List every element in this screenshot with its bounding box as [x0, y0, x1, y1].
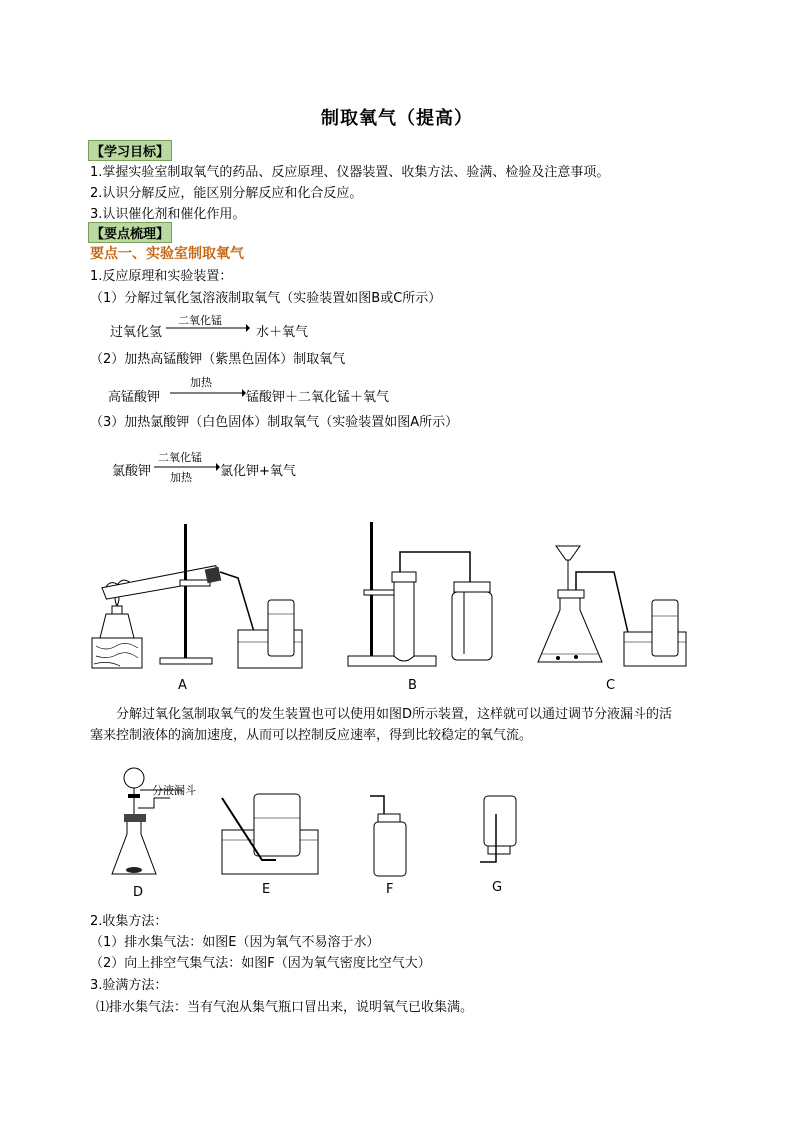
- subheading-collection: 2.收集方法：: [90, 914, 168, 929]
- figure-label-g: G: [492, 880, 503, 895]
- figure-label-c: C: [606, 678, 616, 693]
- method-3: （3）加热氯酸钾（白色固体）制取氧气（实验装置如图A所示）: [90, 415, 459, 430]
- objective-item-1: 1.掌握实验室制取氧气的药品、反应原理、仪器装置、收集方法、验满、检验及注意事项。: [90, 165, 610, 180]
- apparatus-f-diagram: [360, 790, 420, 880]
- collect-method-1: （1）排水集气法：如图E（因为氧气不易溶于水）: [90, 935, 380, 950]
- figure-label-f: F: [386, 882, 394, 897]
- check-method-1: ⑴排水集气法：当有气泡从集气瓶口冒出来，说明氧气已收集满。: [96, 1000, 474, 1015]
- eq3-product: 氯化钾+氧气: [220, 464, 296, 479]
- eq2-reactant: 高锰酸钾: [108, 390, 161, 405]
- eq2-arrow: [170, 387, 246, 399]
- apparatus-b-diagram: [342, 518, 502, 670]
- objective-item-3: 3.认识催化剂和催化作用。: [90, 207, 246, 222]
- apparatus-a-diagram: [88, 518, 310, 670]
- figure-label-b: B: [408, 678, 417, 693]
- eq1-condition: 二氧化锰: [178, 314, 222, 327]
- funnel-label: 分液漏斗: [152, 784, 196, 797]
- eq3-reactant: 氯酸钾: [112, 464, 152, 479]
- apparatus-e-diagram: [218, 790, 322, 880]
- method-1: （1）分解过氧化氢溶液制取氧气（实验装置如图B或C所示）: [90, 291, 442, 306]
- paragraph-line-1: 分解过氧化氢制取氧气的发生装置也可以使用如图D所示装置，这样就可以通过调节分液漏斗的活: [116, 707, 673, 722]
- eq2-condition: 加热: [190, 376, 212, 389]
- points-heading: 【要点梳理】: [88, 222, 172, 243]
- eq3-condition-top: 二氧化锰: [158, 451, 202, 464]
- objective-item-2: 2.认识分解反应，能区别分解反应和化合反应。: [90, 186, 363, 201]
- paragraph-line-2: 塞来控制液体的滴加速度，从而可以控制反应速率，得到比较稳定的氧气流。: [90, 728, 533, 743]
- apparatus-g-diagram: [470, 790, 530, 880]
- eq3-condition-bottom: 加热: [170, 471, 192, 484]
- page-title: 制取氧气（提高）: [321, 108, 473, 129]
- eq2-product: 锰酸钾＋二氧化锰＋氧气: [246, 390, 390, 405]
- point1-title: 要点一、实验室制取氧气: [90, 246, 244, 262]
- figure-label-e: E: [262, 882, 271, 897]
- eq1-arrow: [166, 322, 250, 334]
- objectives-heading: 【学习目标】: [88, 140, 172, 161]
- method-2: （2）加热高锰酸钾（紫黑色固体）制取氧气: [90, 352, 346, 367]
- figure-label-d: D: [133, 885, 144, 900]
- collect-method-2: （2）向上排空气集气法：如图F（因为氧气密度比空气大）: [90, 956, 431, 971]
- eq1-reactant: 过氧化氢: [110, 325, 163, 340]
- apparatus-c-diagram: [532, 538, 692, 670]
- figure-label-a: A: [178, 678, 187, 693]
- eq1-product: 水＋氧气: [256, 325, 309, 340]
- subheading-reaction: 1.反应原理和实验装置：: [90, 269, 233, 284]
- subheading-check: 3.验满方法：: [90, 978, 168, 993]
